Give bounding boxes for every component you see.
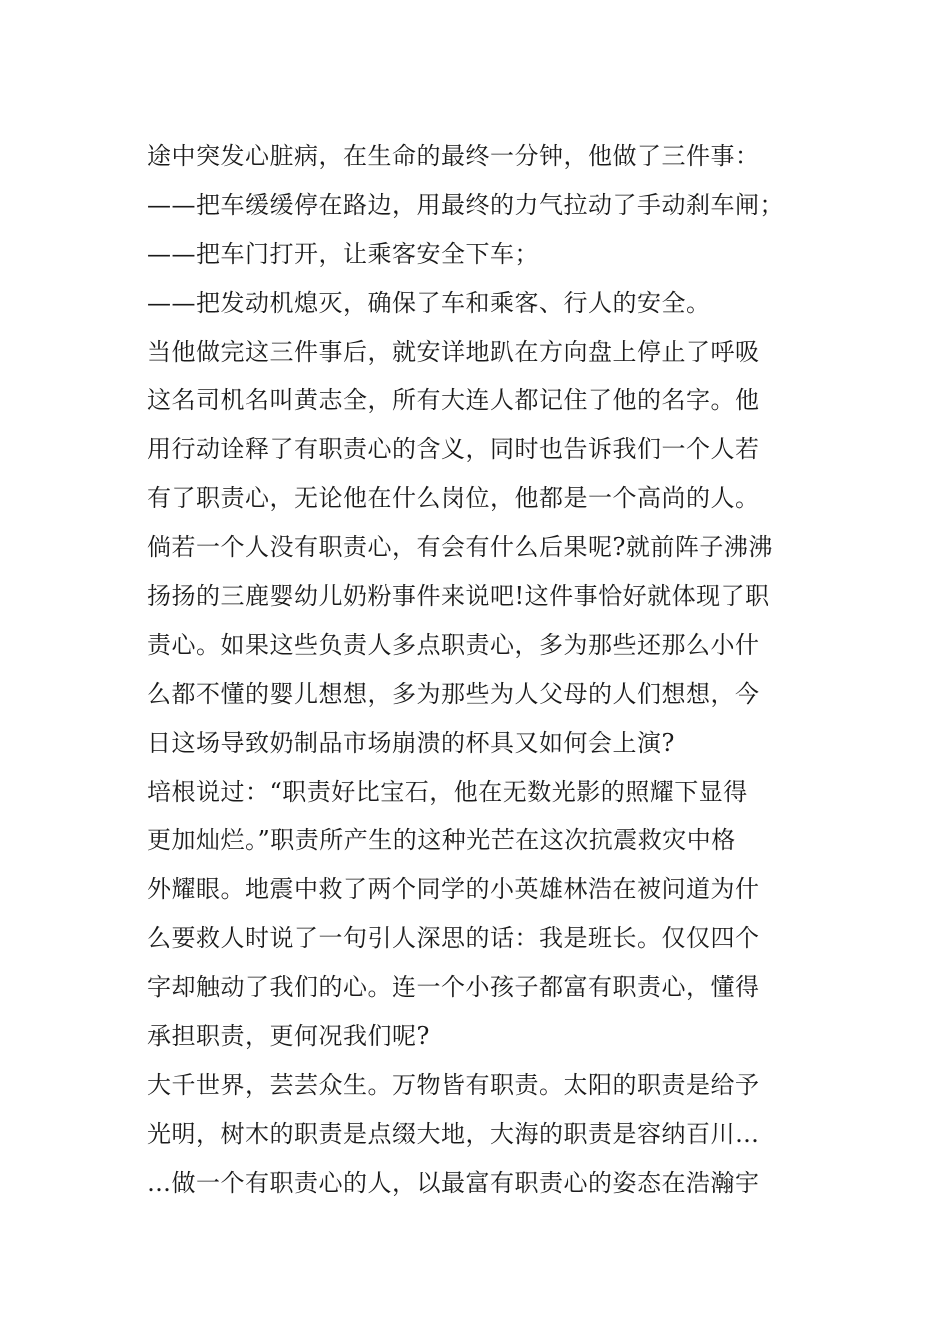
text-line: 大千世界，芸芸众生。万物皆有职责。太阳的职责是给予 [147, 1070, 760, 1099]
text-line: 承担职责，更何况我们呢? [147, 1022, 430, 1051]
text-line: 扬扬的三鹿婴幼儿奶粉事件来说吧!这件事恰好就体现了职 [147, 582, 770, 611]
text-line: 途中突发心脏病，在生命的最终一分钟，他做了三件事： [147, 142, 760, 170]
text-line: ——把车门打开，让乘客安全下车； [147, 239, 539, 268]
text-line: 有了职责心，无论他在什么岗位，他都是一个高尚的人。 [147, 484, 760, 513]
text-line: ——把车缓缓停在路边，用最终的力气拉动了手动刹车闸； [147, 190, 784, 219]
text-line: 外耀眼。地震中救了两个同学的小英雄林浩在被问道为什 [147, 875, 760, 904]
text-line: 用行动诠释了有职责心的含义，同时也告诉我们一个人若 [147, 435, 760, 464]
text-line: 倘若一个人没有职责心，有会有什么后果呢?就前阵子沸沸 [147, 533, 773, 562]
text-line: 这名司机名叫黄志全，所有大连人都记住了他的名字。他 [147, 386, 760, 415]
text-line: 培根说过：“职责好比宝石，他在无数光影的照耀下显得 [147, 777, 748, 806]
text-line: 光明，树木的职责是点缀大地，大海的职责是容纳百川… [147, 1119, 760, 1148]
text-line: 当他做完这三件事后，就安详地趴在方向盘上停止了呼吸 [147, 337, 760, 366]
document-body [147, 132, 817, 1208]
text-line: 么要救人时说了一句引人深思的话：我是班长。仅仅四个 [147, 924, 760, 953]
text-line: 日这场导致奶制品市场崩溃的杯具又如何会上演? [147, 728, 675, 757]
text-line: ——把发动机熄灭，确保了车和乘客、行人的安全。 [147, 288, 711, 317]
text-line: 么都不懂的婴儿想想，多为那些为人父母的人们想想，今 [147, 679, 760, 708]
text-line: 责心。如果这些负责人多点职责心，多为那些还那么小什 [147, 630, 760, 659]
text-line: …做一个有职责心的人，以最富有职责心的姿态在浩瀚宇 [147, 1168, 760, 1197]
text-line: 字却触动了我们的心。连一个小孩子都富有职责心，懂得 [147, 973, 760, 1002]
text-line: 更加灿烂。”职责所产生的这种光芒在这次抗震救灾中格 [147, 826, 736, 855]
